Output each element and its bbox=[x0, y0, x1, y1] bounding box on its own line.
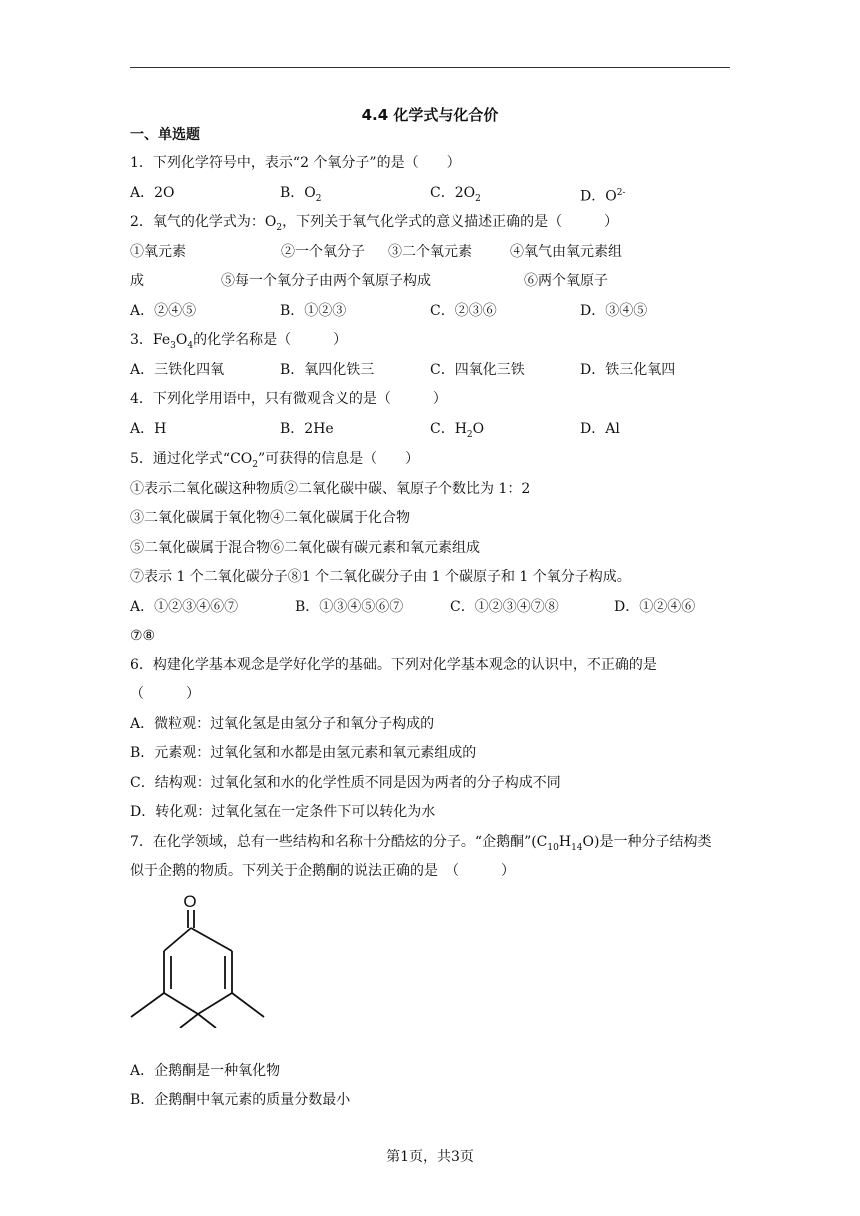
q2-option-c: C．②③⑥ bbox=[430, 303, 497, 319]
q6-option-d: D．转化观：过氧化氢在一定条件下可以转化为水 bbox=[130, 804, 436, 820]
q5-option-b: B．①③④⑤⑥⑦ bbox=[295, 599, 404, 615]
q2-statement-4: ④氧气由氧元素组 bbox=[510, 244, 622, 260]
q4-option-b: B．2He bbox=[280, 421, 334, 437]
q5-statement-line-1: ①表示二氧化碳这种物质②二氧化碳中碳、氧原子个数比为 1：2 bbox=[130, 481, 531, 497]
q2-statement-4-cont: 成 bbox=[130, 273, 144, 289]
question-5-stem: 5．通过化学式“$CO_2$”可获得的信息是（ ） bbox=[130, 451, 420, 470]
q2-option-d: D．③④⑤ bbox=[580, 303, 648, 319]
q3-option-b: B．氧四化铁三 bbox=[280, 362, 375, 378]
oxygen-atom-label: O bbox=[183, 892, 197, 911]
q3-option-d: D．铁三化氧四 bbox=[580, 362, 676, 378]
q2-option-a: A．②④⑤ bbox=[130, 303, 197, 319]
question-6-paren: （ ） bbox=[130, 686, 200, 702]
q5-option-c: C．①②③④⑦⑧ bbox=[450, 599, 559, 615]
q2-statement-6: ⑥两个氧原子 bbox=[524, 273, 608, 289]
q3-option-a: A．三铁化四氧 bbox=[130, 362, 225, 378]
question-6-stem: 6．构建化学基本观念是学好化学的基础。下列对化学基本观念的认识中，不正确的是 bbox=[130, 657, 657, 673]
q5-option-a: A．①②③④⑥⑦ bbox=[130, 599, 239, 615]
q1-option-d: D．$O^{2-}$ bbox=[580, 188, 626, 205]
q2-statement-3: ③二个氧元素 bbox=[388, 244, 472, 260]
header-rule bbox=[130, 67, 730, 68]
q2-statement-1: ①氧元素 bbox=[130, 244, 186, 260]
page-title: 4.4 化学式与化合价 bbox=[361, 106, 499, 124]
q1-option-a: A．2O bbox=[130, 185, 175, 201]
skeletal-bonds bbox=[131, 910, 264, 1028]
penguinone-structure-diagram bbox=[126, 888, 271, 1028]
q5-statement-line-3: ⑤二氧化碳属于混合物⑥二氧化碳有碳元素和氧元素组成 bbox=[130, 540, 480, 556]
q5-option-d: D．①②④⑥ bbox=[614, 599, 696, 615]
question-4-stem: 4．下列化学用语中，只有微观含义的是（ ） bbox=[130, 391, 447, 407]
question-7-stem-line-1: 7．在化学领域，总有一些结构和名称十分酷炫的分子。“企鹅酮$”(C_{10}H_{14}O)$是一种分子结构类 bbox=[130, 834, 712, 853]
q5-statement-line-2: ③二氧化碳属于氧化物④二氧化碳属于化合物 bbox=[130, 510, 410, 526]
question-1-stem: 1．下列化学符号中，表示“2 个氧分子”的是（ ） bbox=[130, 155, 461, 171]
q3-option-c: C．四氧化三铁 bbox=[430, 362, 525, 378]
question-2-stem: 2．氧气的化学式为：$O_2$，下列关于氧气化学式的意义描述正确的是（ ） bbox=[130, 214, 619, 233]
q4-option-a: A．H bbox=[130, 421, 167, 437]
q5-option-d-cont: ⑦⑧ bbox=[130, 628, 156, 644]
q6-option-c: C．结构观：过氧化氢和水的化学性质不同是因为两者的分子构成不同 bbox=[130, 775, 561, 791]
q2-option-b: B．①②③ bbox=[280, 303, 347, 319]
q2-statement-5: ⑤每一个氧分子由两个氧原子构成 bbox=[221, 273, 431, 289]
question-7-stem-line-2: 似于企鹅的物质。下列关于企鹅酮的说法正确的是 （ ） bbox=[130, 863, 515, 879]
q4-option-c: C．$H_2O$ bbox=[430, 421, 485, 440]
q2-statement-2: ②一个氧分子 bbox=[281, 244, 365, 260]
question-3-stem: 3．$Fe_3O_4$的化学名称是（ ） bbox=[130, 332, 348, 351]
q7-option-a: A．企鹅酮是一种氧化物 bbox=[130, 1063, 281, 1079]
q5-statement-line-4: ⑦表示 1 个二氧化碳分子⑧1 个二氧化碳分子由 1 个碳原子和 1 个氧分子构成。 bbox=[130, 569, 631, 585]
q1-option-b: B．$O_2$ bbox=[280, 185, 322, 204]
q7-option-b: B．企鹅酮中氧元素的质量分数最小 bbox=[130, 1092, 351, 1108]
q6-option-b: B．元素观：过氧化氢和水都是由氢元素和氧元素组成的 bbox=[130, 745, 477, 761]
q1-option-c: C．$2O_2$ bbox=[430, 185, 481, 204]
section-heading: 一、单选题 bbox=[130, 127, 200, 143]
q4-option-d: D．Al bbox=[580, 421, 620, 437]
page-footer: 第1页，共3页 bbox=[386, 1149, 474, 1165]
q6-option-a: A．微粒观：过氧化氢是由氢分子和氧分子构成的 bbox=[130, 716, 435, 732]
